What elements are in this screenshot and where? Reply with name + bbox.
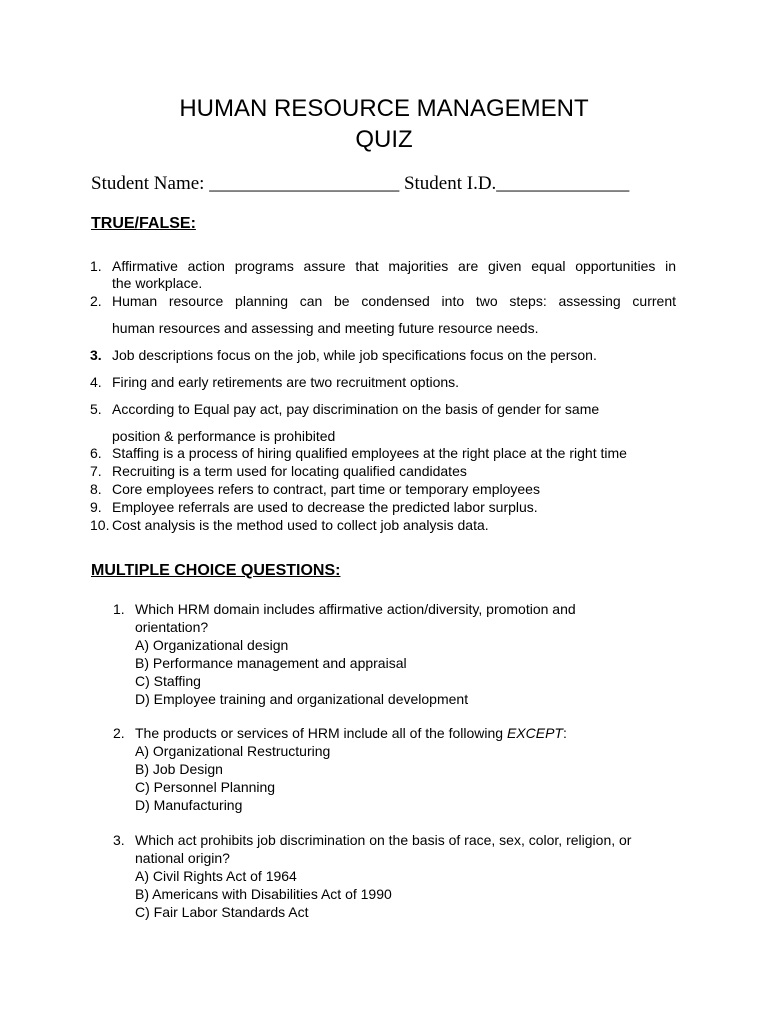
- mc-option: A) Organizational Restructuring: [135, 743, 331, 759]
- mc-question-2: [113, 724, 673, 814]
- mc-option: B) Performance management and appraisal: [135, 655, 407, 671]
- mc-question-text-tail: :: [562, 725, 567, 741]
- tf-item-9: [90, 499, 676, 516]
- tf-item-8: [90, 481, 676, 498]
- mc-question-text: [135, 724, 673, 742]
- tf-item-text: the workplace.: [112, 275, 203, 291]
- mc-question-text: Which act prohibits job discrimination on the basis of race, sex, color, religion, or: [135, 832, 632, 848]
- student-info-line: Student Name: ____________________ Student I.D.______________: [91, 173, 630, 194]
- mc-question-text: orientation?: [135, 619, 209, 635]
- tf-item-text: Affirmative action programs assure that majorities are given equal opportunities in: [112, 258, 676, 274]
- mc-option: B) Americans with Disabilities Act of 1990: [135, 886, 392, 902]
- tf-item-2: [90, 293, 676, 310]
- tf-item-number: 4.: [90, 374, 102, 390]
- tf-item-5: [90, 401, 676, 418]
- tf-item-number: 5.: [90, 401, 102, 417]
- tf-item-number: 6.: [90, 445, 102, 461]
- tf-item-text: Staffing is a process of hiring qualified employees at the right place at the right time: [112, 445, 627, 461]
- mc-question-3: [113, 831, 673, 921]
- multiple-choice-heading: MULTIPLE CHOICE QUESTIONS:: [91, 562, 341, 579]
- tf-item-text: human resources and assessing and meeting future resource needs.: [112, 320, 539, 336]
- mc-question-text-main: The products or services of HRM include all of the following: [135, 725, 507, 741]
- tf-item-text: Employee referrals are used to decrease the predicted labor surplus.: [112, 499, 538, 515]
- mc-option: C) Staffing: [135, 673, 201, 689]
- mc-question-number: 3.: [113, 832, 125, 848]
- mc-option: D) Manufacturing: [135, 797, 243, 813]
- tf-item-number: 3.: [90, 347, 102, 363]
- mc-option: C) Personnel Planning: [135, 779, 276, 795]
- true-false-heading: TRUE/FALSE:: [91, 215, 196, 232]
- quiz-title-line2: QUIZ: [355, 126, 413, 153]
- tf-item-4: [90, 374, 676, 391]
- mc-option: C) Fair Labor Standards Act: [135, 904, 309, 920]
- tf-item-text: Cost analysis is the method used to collect job analysis data.: [112, 517, 489, 533]
- mc-question-1: [113, 600, 673, 708]
- tf-item-number: 1.: [90, 258, 102, 274]
- mc-question-text: national origin?: [135, 850, 230, 866]
- tf-item-1-cont: [90, 275, 676, 292]
- tf-item-text: Firing and early retirements are two recruitment options.: [112, 374, 460, 390]
- mc-question-number: 1.: [113, 601, 125, 617]
- tf-item-10: [90, 517, 676, 534]
- tf-item-2-cont: [90, 320, 676, 337]
- tf-item-number: 9.: [90, 499, 102, 515]
- mc-option: D) Employee training and organizational development: [135, 691, 469, 707]
- tf-item-text: position & performance is prohibited: [112, 428, 336, 444]
- quiz-title-line1: HUMAN RESOURCE MANAGEMENT: [179, 95, 589, 122]
- tf-item-3: [90, 347, 676, 364]
- tf-item-6: [90, 445, 676, 462]
- tf-item-7: [90, 463, 676, 480]
- tf-item-text: Recruiting is a term used for locating qualified candidates: [112, 463, 467, 479]
- tf-item-number: 8.: [90, 481, 102, 497]
- tf-item-text: According to Equal pay act, pay discrimination on the basis of gender for same: [112, 401, 600, 417]
- tf-item-5-cont: [90, 428, 676, 445]
- tf-item-text: Human resource planning can be condensed into two steps: assessing current: [112, 293, 676, 309]
- tf-item-number: 7.: [90, 463, 102, 479]
- mc-question-text: Which HRM domain includes affirmative action/diversity, promotion and: [135, 601, 576, 617]
- mc-option: A) Organizational design: [135, 637, 289, 653]
- mc-option: A) Civil Rights Act of 1964: [135, 868, 297, 884]
- tf-item-number: 10.: [90, 517, 110, 533]
- tf-item-text: Core employees refers to contract, part time or temporary employees: [112, 481, 540, 497]
- tf-item-1: [90, 258, 676, 275]
- mc-question-emphasis: EXCEPT: [506, 725, 563, 741]
- mc-question-number: 2.: [113, 725, 125, 741]
- mc-option: B) Job Design: [135, 761, 223, 777]
- tf-item-number: 2.: [90, 293, 102, 309]
- tf-item-text: Job descriptions focus on the job, while job specifications focus on the person.: [112, 347, 597, 363]
